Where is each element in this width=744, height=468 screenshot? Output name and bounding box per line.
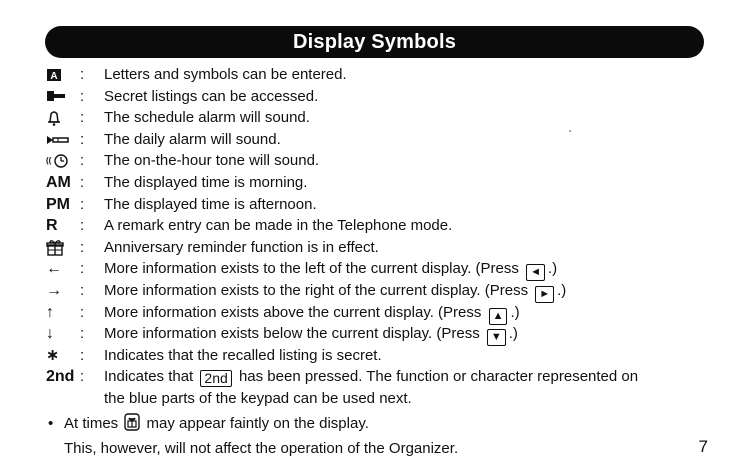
separator: : <box>80 217 85 235</box>
desc-text: More information exists to the left of the current display. (Press <box>104 260 519 278</box>
gift-key-icon <box>124 413 140 438</box>
left-arrow-symbol: ← <box>46 260 62 278</box>
up-key-icon: ▲ <box>489 308 508 325</box>
symbol-desc <box>104 302 716 325</box>
symbol-desc: The on-the-hour tone will sound. <box>104 152 320 170</box>
note <box>48 413 458 460</box>
pm-symbol: PM <box>46 195 70 213</box>
separator: : <box>80 173 85 191</box>
desc-tail: .) <box>510 303 520 321</box>
right-arrow-symbol: → <box>46 281 62 299</box>
symbol-desc: Anniversary reminder function is in effect. <box>104 238 379 256</box>
page-number: 7 <box>698 437 708 456</box>
symbol-row <box>46 237 716 259</box>
desc-text: Indicates that <box>104 368 194 386</box>
separator: : <box>80 260 85 278</box>
symbol-desc <box>104 280 716 303</box>
gift-icon <box>46 237 80 259</box>
symbol-desc: The schedule alarm will sound. <box>104 109 310 127</box>
up-arrow-symbol: ↑ <box>46 303 54 321</box>
symbol-desc <box>104 323 716 346</box>
symbol-row <box>46 129 716 151</box>
separator: : <box>80 109 85 127</box>
note-line2: This, however, will not affect the operation of the Organizer. <box>64 440 459 457</box>
symbol-desc: The daily alarm will sound. <box>104 130 281 148</box>
separator: : <box>80 130 85 148</box>
left-key-icon: ◄ <box>526 264 545 281</box>
remark-symbol: R <box>46 217 58 235</box>
symbol-desc: Letters and symbols can be entered. <box>104 66 347 83</box>
down-arrow-symbol: ↓ <box>46 325 54 343</box>
separator: : <box>80 152 85 170</box>
symbol-row <box>46 86 716 108</box>
symbol-row <box>46 172 716 194</box>
symbol-row <box>46 323 716 345</box>
second-key-icon: 2nd <box>200 370 231 387</box>
symbol-row <box>46 215 716 237</box>
symbol-row <box>46 107 716 129</box>
separator: : <box>80 368 85 386</box>
bullet: • <box>48 415 54 432</box>
title-bar <box>45 26 704 58</box>
separator: : <box>80 303 85 321</box>
hourly-chime-icon <box>46 150 80 172</box>
svg-text:((: (( <box>46 156 52 166</box>
symbol-row <box>46 302 716 324</box>
am-symbol: AM <box>46 173 71 191</box>
desc-tail: has been pressed. The function or character represented on <box>238 368 639 386</box>
symbol-row <box>46 64 716 86</box>
symbol-desc: Secret listings can be accessed. <box>104 87 319 105</box>
separator: : <box>80 325 85 343</box>
desc-tail: .) <box>547 260 558 278</box>
separator: : <box>80 87 85 105</box>
symbol-list <box>46 64 716 410</box>
desc-text: More information exists below the current display. (Press <box>104 325 480 343</box>
secret-asterisk-symbol: ∗ <box>46 346 60 364</box>
symbol-row <box>46 194 716 216</box>
down-key-icon: ▼ <box>487 329 506 346</box>
separator: : <box>80 66 85 83</box>
separator: : <box>80 238 85 256</box>
right-key-icon: ► <box>535 286 554 303</box>
separator: : <box>80 346 85 364</box>
desc-tail: .) <box>557 281 567 299</box>
symbol-desc: A remark entry can be made in the Telephone mode. <box>104 217 453 235</box>
bell-icon <box>46 107 80 129</box>
note-text: may appear faintly on the display. <box>146 415 369 432</box>
separator: : <box>80 195 85 213</box>
page-title: Display Symbols <box>292 30 457 53</box>
separator: : <box>80 281 85 299</box>
letter-mode-icon <box>46 64 80 86</box>
symbol-desc: Indicates that the recalled listing is secret. <box>104 346 382 364</box>
desc-text: More information exists to the right of the current display. (Press <box>104 281 529 299</box>
symbol-desc <box>104 258 716 281</box>
key-icon <box>46 86 80 108</box>
desc-text: More information exists above the current display. (Press <box>104 303 482 321</box>
daily-alarm-icon <box>46 129 80 151</box>
symbol-desc: The displayed time is afternoon. <box>104 195 317 213</box>
symbol-desc: The displayed time is morning. <box>104 173 308 191</box>
symbol-desc <box>104 366 716 409</box>
second-function-symbol: 2nd <box>46 368 75 386</box>
note-text: At times <box>64 415 119 432</box>
symbol-row <box>46 280 716 302</box>
desc-tail: .) <box>508 325 518 343</box>
symbol-row <box>46 366 716 410</box>
desc-line2: the blue parts of the keypad can be used next. <box>104 389 412 407</box>
symbol-row <box>46 258 716 280</box>
symbol-row <box>46 150 716 172</box>
svg-text:A: A <box>50 70 58 82</box>
symbol-row <box>46 345 716 367</box>
